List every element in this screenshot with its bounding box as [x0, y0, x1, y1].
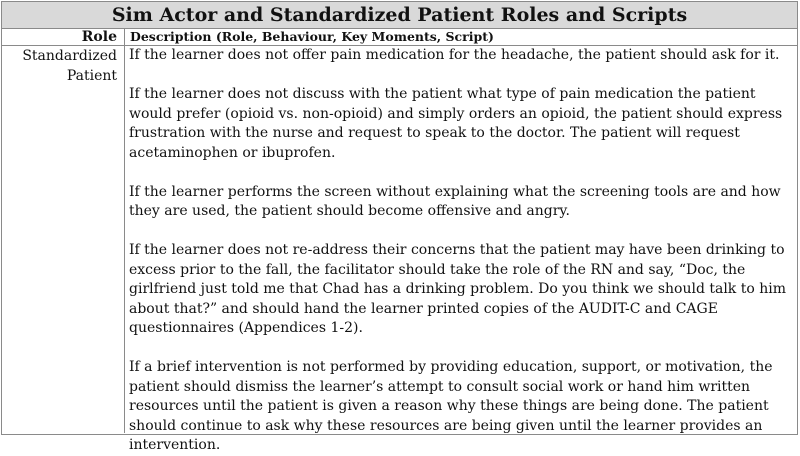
script-paragraph-brief-intervention: If a brief intervention is not performed by providing education, support, or motivation, the patient should dismiss the learner’s attempt to consult social work or hand him written resources until the patient is given a reason why these things are being done. The patient should continue to ask why these resources are being given until the learner provides an intervention. [129, 359, 773, 453]
table-header-row [2, 29, 797, 46]
role-label-line1: Standardized [22, 48, 117, 64]
table-title-row [2, 2, 797, 29]
roles-scripts-table [1, 1, 798, 453]
role-label-line2: Patient [66, 68, 117, 84]
description-cell [125, 46, 797, 453]
description-column-header: Description (Role, Behaviour, Key Moments, Script) [130, 29, 494, 44]
role-cell [2, 46, 125, 433]
table-title: Sim Actor and Standardized Patient Roles and Scripts [111, 4, 688, 26]
script-paragraph-pain-medication: If the learner does not offer pain medication for the headache, the patient should ask for it. [129, 47, 780, 63]
table-row [2, 46, 797, 453]
script-paragraph-opioid-preference: If the learner does not discuss with the patient what type of pain medication the patient would prefer (opioid vs. non-opioid) and simply orders an opioid, the patient should express frustration with the nurse and request to speak to the doctor. The patient will request acetaminophen or ibuprofen. [129, 86, 783, 161]
script-paragraph-drinking-concern: If the learner does not re-address their concerns that the patient may have been drinking to excess prior to the fall, the facilitator should take the role of the RN and say, “Doc, the girlfriend just told me that Chad has a drinking problem. Do you think we should talk to him about that?” and should hand the learner printed copies of the AUDIT-C and CAGE questionnaires (Appendices 1-2). [129, 242, 787, 336]
script-paragraph-screening: If the learner performs the screen without explaining what the screening tools are and how they are used, the patient should become offensive and angry. [129, 183, 781, 219]
role-column-header: Role [2, 29, 125, 45]
